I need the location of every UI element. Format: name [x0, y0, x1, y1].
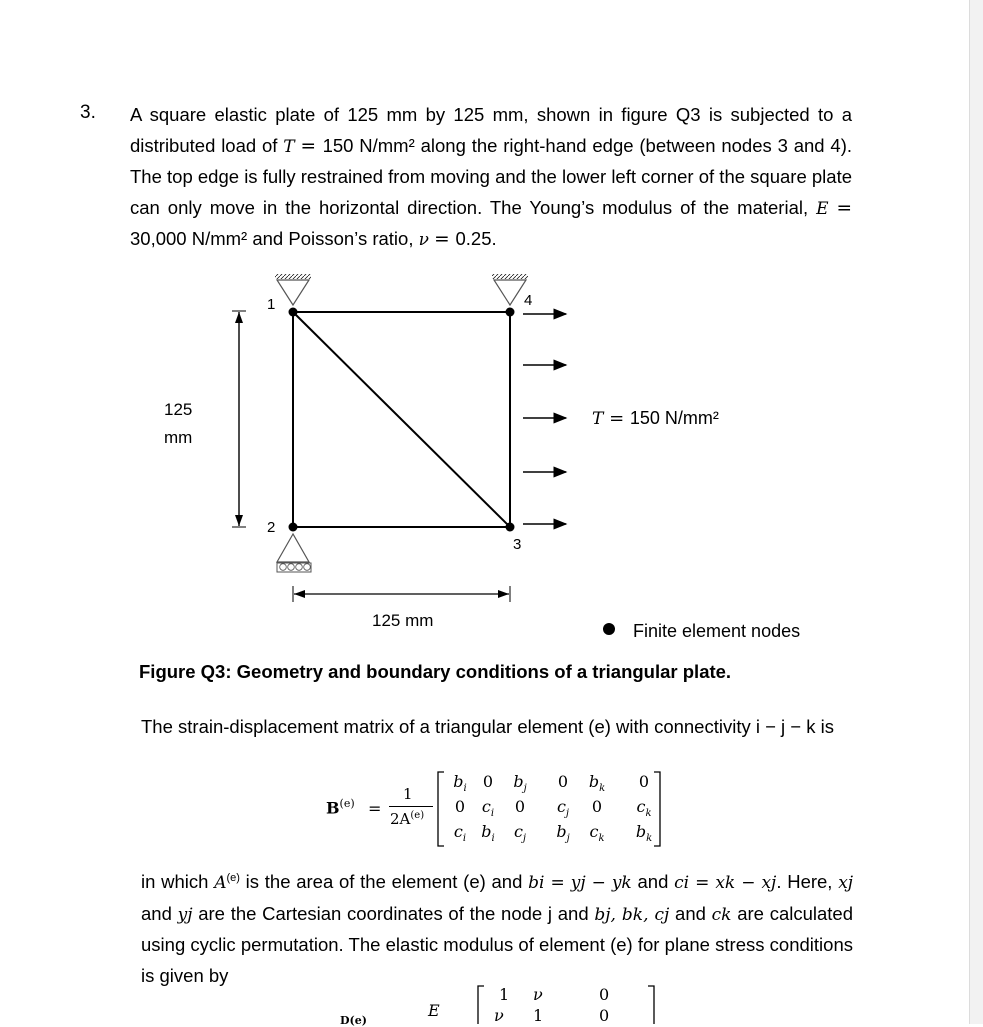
node-label-4: 4	[524, 292, 533, 309]
frac-denominator: $2A^{(e)}$	[390, 810, 425, 828]
node-4	[506, 308, 515, 317]
matrix-cell: 0	[638, 772, 650, 791]
strain-intro: The strain-displacement matrix of a triangular element (e) with connectivity i − j − k is	[141, 716, 835, 737]
matrix-cell: $b_k$	[588, 772, 606, 795]
b-label: $B^{(e)}$	[326, 797, 355, 818]
load-label: T = 150 N/mm²	[592, 408, 719, 429]
matrix-cell: 0	[514, 797, 526, 816]
height-unit: mm	[164, 428, 193, 447]
question-paragraph: A square elastic plate of 125 mm by 125 mm, shown in figure Q3 is subjected to a distributed load of T = 150 N/mm² along the right-hand edge (between nodes 3 and 4). The top edge is fully restrained from moving and the lower left corner of the square plate can only move in the horizontal direction. The Young’s modulus of the material, E = 30,000 N/mm² and Poisson’s ratio, ν = 0.25.	[130, 104, 853, 251]
plate-outline	[293, 312, 510, 527]
elastic-cell: 1	[499, 985, 510, 1004]
matrix-cell: 0	[482, 772, 494, 791]
matrix-cell: $b_k$	[635, 822, 653, 845]
roller-support-node-2	[277, 534, 311, 572]
matrix-cell: $b_i$	[453, 772, 467, 795]
matrix-cell: 0	[454, 797, 466, 816]
figure-caption: Figure Q3: Geometry and boundary conditions of a triangular plate.	[139, 661, 732, 682]
matrix-cell: $c_j$	[556, 797, 570, 820]
matrix-cell: $b_j$	[556, 822, 570, 845]
question-number: 3.	[80, 102, 96, 123]
elastic-cell: 0	[599, 985, 610, 1004]
elastic-cell: ν	[533, 985, 543, 1004]
fraction-bar	[389, 806, 433, 807]
e-symbol: E	[428, 1001, 440, 1020]
matrix-cell: $c_i$	[453, 822, 467, 845]
node-label-3: 3	[513, 536, 522, 553]
matrix-cell: $b_j$	[513, 772, 527, 795]
b-equals: =	[368, 799, 382, 818]
matrix-cell: 0	[591, 797, 603, 816]
node-label-1: 1	[267, 296, 276, 313]
pin-support-node-4	[492, 274, 528, 305]
node-2	[289, 523, 298, 532]
matrix-cell: 0	[557, 772, 569, 791]
legend-text: Finite element nodes	[633, 621, 801, 641]
definitions-paragraph: in which $A^{(e)}$ is the area of the element (e) and bi = yj − yk and ci = xk − xj. Here, xj and yj are the Cartesian coordinates of the node j and bj, bk, cj and ck are calculated using cyclic permutation. The elastic modulus of element (e) for plane stress conditions is given by	[141, 871, 854, 986]
diagonal-line	[293, 312, 510, 527]
matrix-cell: $c_k$	[636, 797, 652, 820]
width-dimension	[293, 586, 510, 602]
matrix-cell: $c_i$	[481, 797, 495, 820]
matrix-cell: $c_j$	[513, 822, 527, 845]
node-label-2: 2	[267, 519, 276, 536]
width-label: 125 mm	[372, 611, 434, 630]
d-label: D(e)	[340, 1014, 367, 1027]
node-3	[506, 523, 515, 532]
matrix-cell: $b_i$	[481, 822, 495, 845]
legend-node-dot	[603, 623, 615, 635]
matrix-cell: $c_k$	[589, 822, 605, 845]
load-arrows	[523, 314, 566, 524]
height-dimension	[232, 311, 246, 527]
elastic-cell: 1	[533, 1006, 544, 1025]
height-value: 125	[164, 400, 193, 419]
pin-support-node-1	[275, 274, 311, 305]
frac-numerator: 1	[403, 785, 413, 803]
elastic-cell: ν	[494, 1006, 504, 1025]
elastic-cell: 0	[599, 1006, 610, 1025]
node-1	[289, 308, 298, 317]
